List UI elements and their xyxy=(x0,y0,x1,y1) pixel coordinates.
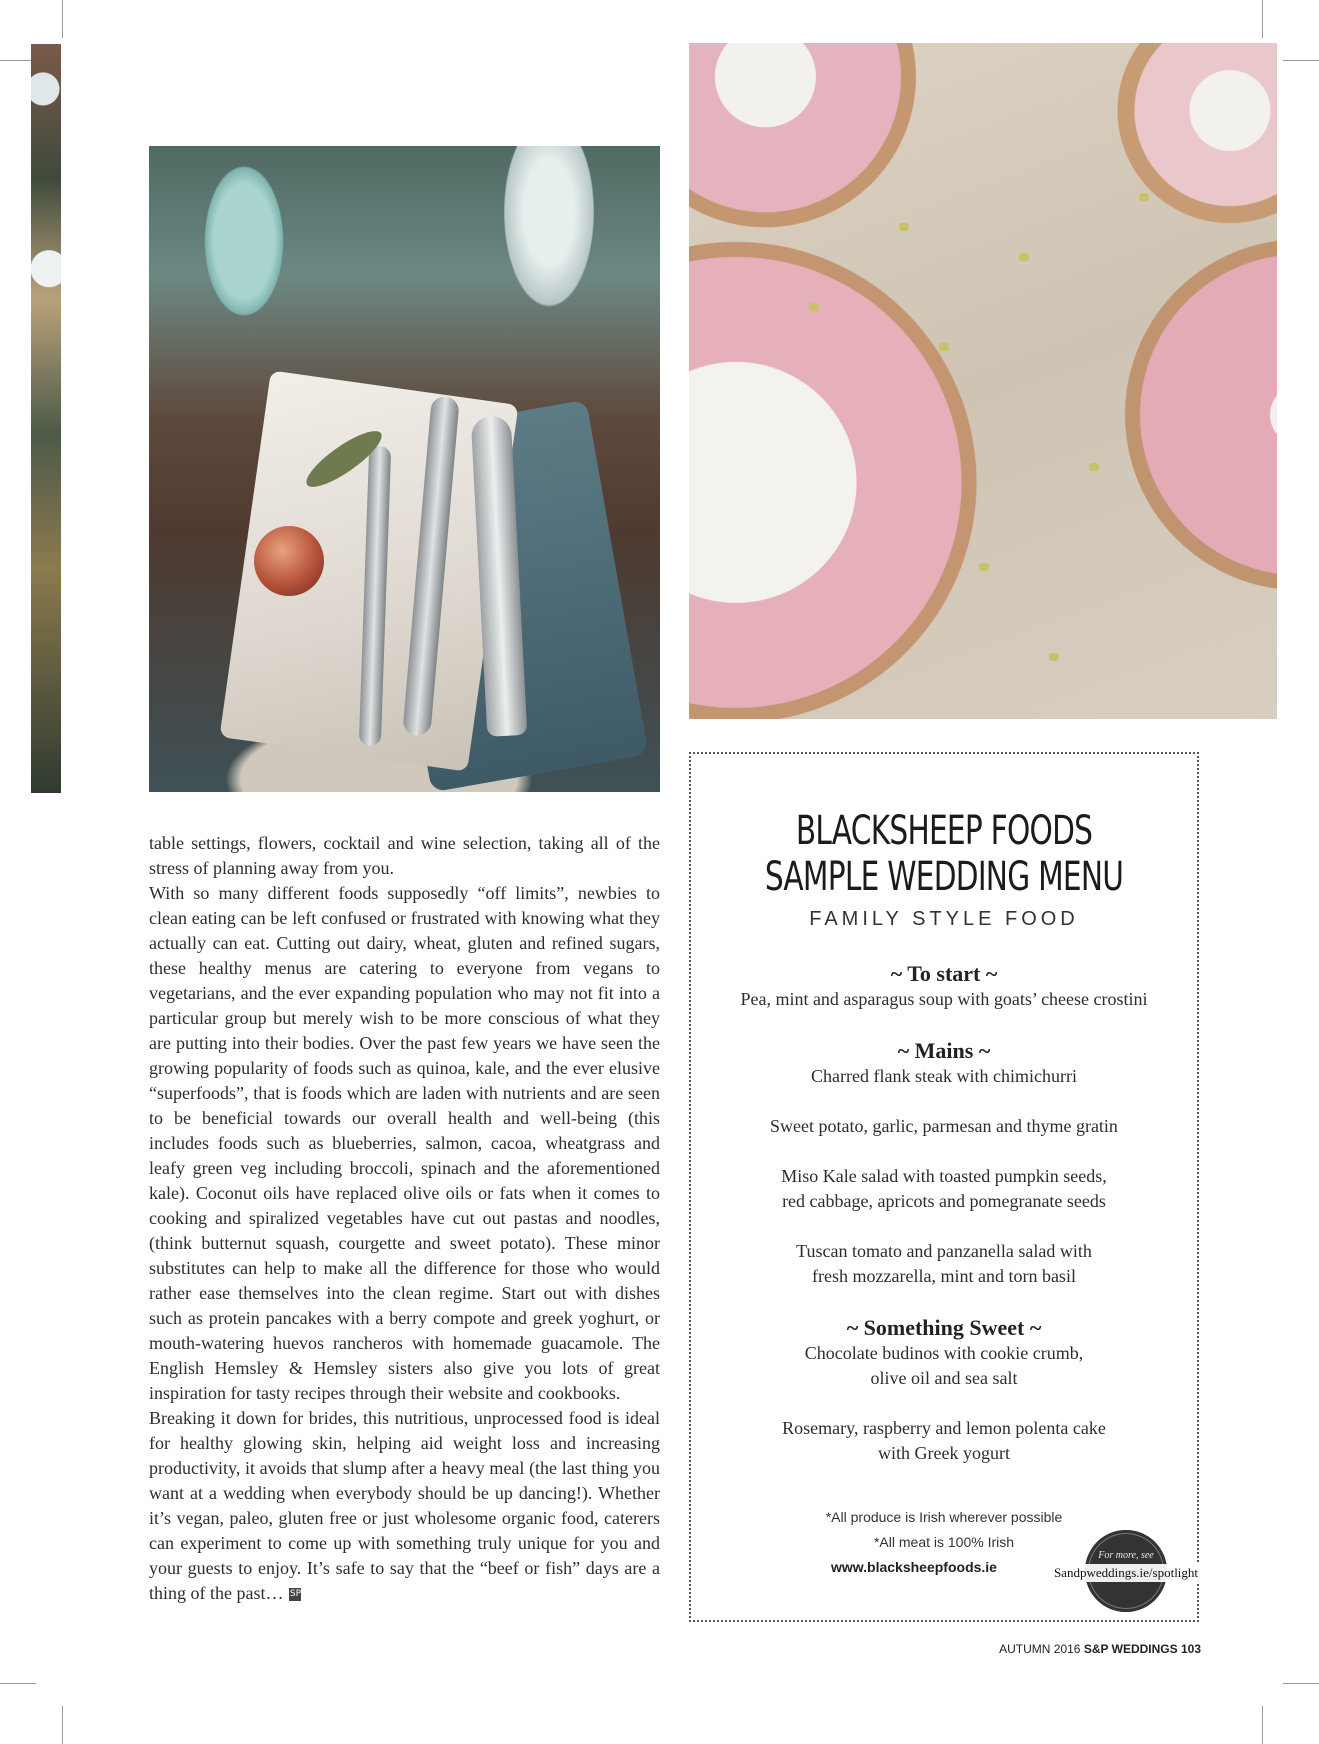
photo-crystal-glass xyxy=(479,146,619,366)
menu-dish: Tuscan tomato and panzanella salad with xyxy=(796,1241,1092,1261)
photo-bottle xyxy=(189,146,299,336)
spotlight-caption: For more, see xyxy=(1098,1550,1154,1561)
photo-fruit xyxy=(254,526,324,596)
page-footer xyxy=(999,1642,1201,1656)
spotlight-url[interactable]: Sandpweddings.ie/spotlight xyxy=(1049,1564,1203,1582)
end-of-article-mark: SP xyxy=(289,1589,302,1600)
menu-dish: Sweet potato, garlic, parmesan and thyme gratin xyxy=(770,1116,1118,1136)
table-setting-photo xyxy=(149,146,660,792)
menu-dish: Pea, mint and asparagus soup with goats’ cheese crostini xyxy=(740,989,1148,1009)
section-heading-mains: ~ Mains ~ xyxy=(897,1038,991,1063)
menu-dish: Chocolate budinos with cookie crumb, xyxy=(804,1343,1084,1363)
sample-menu-box xyxy=(689,752,1199,1622)
pistachio-crumb xyxy=(939,343,949,351)
website-link[interactable]: www.blacksheepfoods.ie xyxy=(831,1559,997,1575)
crop-mark xyxy=(1262,0,1263,38)
footer-magazine: S&P WEDDINGS xyxy=(1083,1642,1178,1656)
body-paragraph xyxy=(149,1406,660,1606)
menu-title xyxy=(757,808,1131,900)
pistachio-crumb xyxy=(1019,253,1029,261)
page-number: 103 xyxy=(1180,1642,1201,1656)
menu-note: *All meat is 100% Irish xyxy=(873,1534,1015,1550)
pistachio-crumb xyxy=(1049,653,1059,661)
floral-cookies-photo xyxy=(689,43,1277,719)
body-paragraph: With so many different foods supposedly “off limits”, newbies to clean eating can be left confused or frustrated with knowing what they actually can eat. Cutting out dairy, wheat, gluten and refined sugars, these healthy menus are catering to everyone from vegans to vegetarians, and the ever expanding population who may not fit into a particular group but merely wish to be more conscious of what they are putting into their bodies. Over the past few years we have seen the growing popularity of foods such as quinoa, kale, and the ever elusive “superfoods”, that is foods which are laden with nutrients and are seen to be beneficial towards our overall health and well-being (this includes foods such as blueberries, salmon, cacoa, wheatgrass and leafy green veg including broccoli, spinach and the aforementioned kale). Coconut oils have replaced olive oils or fats when it comes to cooking and spiralized vegetables have cut out pastas and noodles, (think butternut squash, courgette and sweet potato). These minor substitutes can help to make all the difference for those who would rather ease themselves into the clean regime. Start out with dishes such as protein pancakes with a berry compote and greek yoghurt, or mouth-watering huevos rancheros with homemade guacamole. The English Hemsley & Hemsley sisters also give you lots of great inspiration for tasty recipes through their website and cookbooks. xyxy=(149,883,660,1403)
pistachio-crumb xyxy=(809,303,819,311)
pistachio-crumb xyxy=(1139,193,1149,201)
menu-dish: with Greek yogurt xyxy=(878,1443,1010,1463)
crop-mark xyxy=(1262,1706,1263,1744)
section-heading-sweet: ~ Something Sweet ~ xyxy=(846,1315,1042,1340)
menu-dish: fresh mozzarella, mint and torn basil xyxy=(812,1266,1076,1286)
section-heading-starter: ~ To start ~ xyxy=(890,961,998,986)
crop-mark xyxy=(62,0,63,38)
crop-mark xyxy=(62,1706,63,1744)
pistachio-crumb xyxy=(979,563,989,571)
crop-mark xyxy=(1283,60,1319,61)
menu-dish: olive oil and sea salt xyxy=(870,1368,1018,1388)
pistachio-crumb xyxy=(1089,463,1099,471)
crop-mark xyxy=(1283,1683,1319,1684)
pistachio-crumb xyxy=(899,223,909,231)
menu-title-line: SAMPLE WEDDING MENU xyxy=(764,854,1124,900)
menu-note: *All produce is Irish wherever possible xyxy=(825,1509,1063,1525)
menu-subtitle: FAMILY STYLE FOOD xyxy=(809,908,1079,930)
body-paragraph-text: Breaking it down for brides, this nutritious, unprocessed food is ideal for healthy glowing skin, helping aid weight loss and increasing productivity, it avoids that slump after a heavy meal (the last thing you want at a wedding when everybody should be up dancing!). Whether it’s vegan, paleo, gluten free or just wholesome organic food, caterers can experiment to come up with something truly unique for you and your guests to enjoy. It’s safe to say that the “beef or fish” days are a thing of the past… xyxy=(149,1408,660,1603)
menu-title-line: BLACKSHEEP FOODS xyxy=(795,808,1093,854)
edge-photo-strip xyxy=(31,44,61,793)
menu-dish: Rosemary, raspberry and lemon polenta cake xyxy=(782,1418,1106,1438)
menu-dish: Charred flank steak with chimichurri xyxy=(811,1066,1077,1086)
article-body xyxy=(149,831,660,1606)
footer-season: AUTUMN 2016 xyxy=(999,1642,1081,1656)
menu-dish: Miso Kale salad with toasted pumpkin seeds, xyxy=(781,1166,1107,1186)
spotlight-badge xyxy=(1053,1530,1199,1612)
crop-mark xyxy=(0,1683,36,1684)
body-paragraph: table settings, flowers, cocktail and wine selection, taking all of the stress of planning away from you. xyxy=(149,833,660,878)
menu-dish: red cabbage, apricots and pomegranate seeds xyxy=(782,1191,1106,1211)
